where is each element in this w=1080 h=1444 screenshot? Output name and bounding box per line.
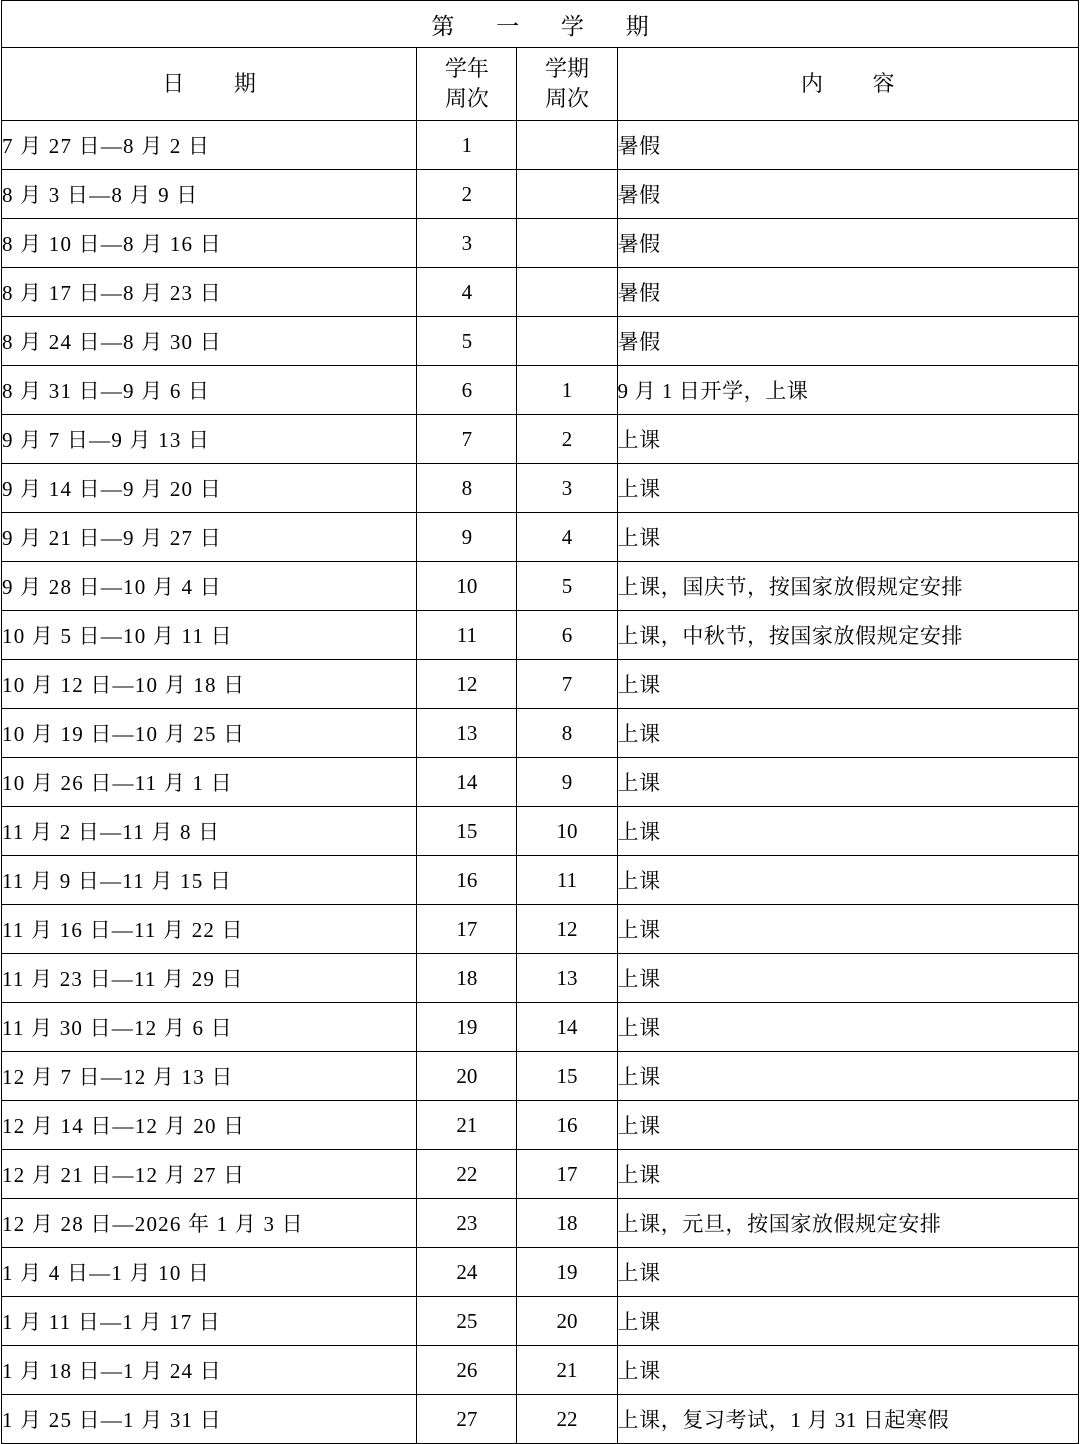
cell-date: 9 月 28 日—10 月 4 日	[2, 562, 417, 611]
table-row	[2, 1003, 1079, 1052]
cell-date: 8 月 3 日—8 月 9 日	[2, 170, 417, 219]
cell-year-week: 24	[417, 1248, 517, 1297]
cell-year-week: 13	[417, 709, 517, 758]
cell-content: 上课	[617, 954, 1078, 1003]
cell-date: 11 月 9 日—11 月 15 日	[2, 856, 417, 905]
cell-term-week	[517, 121, 617, 170]
table-row	[2, 1395, 1079, 1444]
table-row	[2, 268, 1079, 317]
cell-content: 上课	[617, 1346, 1078, 1395]
cell-year-week: 1	[417, 121, 517, 170]
cell-year-week: 18	[417, 954, 517, 1003]
cell-year-week: 16	[417, 856, 517, 905]
cell-year-week: 14	[417, 758, 517, 807]
column-header-term-week-line1: 学期	[544, 56, 589, 81]
academic-calendar-table	[1, 0, 1079, 1444]
table-title-row	[2, 1, 1079, 48]
cell-content: 上课	[617, 660, 1078, 709]
column-header-year-week	[417, 48, 517, 121]
table-row	[2, 954, 1079, 1003]
cell-date: 1 月 18 日—1 月 24 日	[2, 1346, 417, 1395]
cell-year-week: 12	[417, 660, 517, 709]
cell-year-week: 9	[417, 513, 517, 562]
table-row	[2, 513, 1079, 562]
cell-term-week: 8	[517, 709, 617, 758]
table-row	[2, 611, 1079, 660]
cell-term-week: 17	[517, 1150, 617, 1199]
column-header-date-label: 日 期	[162, 71, 278, 96]
cell-term-week: 6	[517, 611, 617, 660]
cell-content: 上课	[617, 709, 1078, 758]
cell-content: 上课	[617, 513, 1078, 562]
cell-date: 12 月 21 日—12 月 27 日	[2, 1150, 417, 1199]
cell-content: 上课	[617, 758, 1078, 807]
table-row	[2, 1150, 1079, 1199]
cell-date: 8 月 17 日—8 月 23 日	[2, 268, 417, 317]
cell-date: 7 月 27 日—8 月 2 日	[2, 121, 417, 170]
table-row	[2, 317, 1079, 366]
cell-date: 12 月 14 日—12 月 20 日	[2, 1101, 417, 1150]
cell-date: 1 月 11 日—1 月 17 日	[2, 1297, 417, 1346]
cell-content: 上课	[617, 1003, 1078, 1052]
cell-date: 10 月 19 日—10 月 25 日	[2, 709, 417, 758]
table-row	[2, 366, 1079, 415]
cell-term-week: 4	[517, 513, 617, 562]
cell-date: 12 月 7 日—12 月 13 日	[2, 1052, 417, 1101]
cell-term-week: 1	[517, 366, 617, 415]
cell-term-week: 3	[517, 464, 617, 513]
cell-term-week	[517, 317, 617, 366]
cell-term-week: 20	[517, 1297, 617, 1346]
cell-term-week	[517, 268, 617, 317]
table-row	[2, 1248, 1079, 1297]
cell-term-week: 15	[517, 1052, 617, 1101]
cell-content: 上课	[617, 464, 1078, 513]
cell-content: 上课	[617, 1297, 1078, 1346]
cell-year-week: 7	[417, 415, 517, 464]
cell-term-week: 13	[517, 954, 617, 1003]
cell-year-week: 17	[417, 905, 517, 954]
cell-term-week: 19	[517, 1248, 617, 1297]
cell-term-week: 18	[517, 1199, 617, 1248]
cell-year-week: 20	[417, 1052, 517, 1101]
cell-date: 11 月 2 日—11 月 8 日	[2, 807, 417, 856]
cell-content: 上课	[617, 415, 1078, 464]
cell-date: 8 月 24 日—8 月 30 日	[2, 317, 417, 366]
cell-term-week: 2	[517, 415, 617, 464]
cell-content: 上课	[617, 1101, 1078, 1150]
table-row	[2, 1199, 1079, 1248]
cell-term-week: 21	[517, 1346, 617, 1395]
cell-term-week: 10	[517, 807, 617, 856]
cell-content: 上课，国庆节，按国家放假规定安排	[617, 562, 1078, 611]
cell-date: 9 月 7 日—9 月 13 日	[2, 415, 417, 464]
table-body	[2, 121, 1079, 1444]
table-header	[2, 1, 1079, 121]
cell-date: 9 月 21 日—9 月 27 日	[2, 513, 417, 562]
cell-year-week: 10	[417, 562, 517, 611]
cell-content: 上课，元旦，按国家放假规定安排	[617, 1199, 1078, 1248]
cell-year-week: 4	[417, 268, 517, 317]
table-row	[2, 1297, 1079, 1346]
column-header-content	[617, 48, 1078, 121]
cell-date: 10 月 26 日—11 月 1 日	[2, 758, 417, 807]
column-header-row	[2, 48, 1079, 121]
cell-date: 8 月 31 日—9 月 6 日	[2, 366, 417, 415]
column-header-year-week-line2: 周次	[444, 86, 489, 111]
cell-year-week: 3	[417, 219, 517, 268]
table-row	[2, 758, 1079, 807]
table-row	[2, 1346, 1079, 1395]
cell-content: 上课，复习考试，1 月 31 日起寒假	[617, 1395, 1078, 1444]
cell-date: 10 月 5 日—10 月 11 日	[2, 611, 417, 660]
table-row	[2, 1052, 1079, 1101]
cell-date: 8 月 10 日—8 月 16 日	[2, 219, 417, 268]
cell-year-week: 26	[417, 1346, 517, 1395]
cell-term-week: 16	[517, 1101, 617, 1150]
cell-content: 上课，中秋节，按国家放假规定安排	[617, 611, 1078, 660]
cell-term-week: 22	[517, 1395, 617, 1444]
table-row	[2, 709, 1079, 758]
cell-date: 1 月 4 日—1 月 10 日	[2, 1248, 417, 1297]
cell-content: 9 月 1 日开学，上课	[617, 366, 1078, 415]
table-row	[2, 219, 1079, 268]
cell-year-week: 15	[417, 807, 517, 856]
cell-content: 暑假	[617, 219, 1078, 268]
cell-content: 上课	[617, 807, 1078, 856]
table-row	[2, 464, 1079, 513]
cell-date: 12 月 28 日—2026 年 1 月 3 日	[2, 1199, 417, 1248]
cell-year-week: 23	[417, 1199, 517, 1248]
cell-content: 暑假	[617, 170, 1078, 219]
cell-year-week: 19	[417, 1003, 517, 1052]
table-row	[2, 660, 1079, 709]
cell-year-week: 22	[417, 1150, 517, 1199]
cell-date: 11 月 30 日—12 月 6 日	[2, 1003, 417, 1052]
table-row	[2, 905, 1079, 954]
cell-content: 暑假	[617, 268, 1078, 317]
cell-term-week: 9	[517, 758, 617, 807]
cell-year-week: 11	[417, 611, 517, 660]
column-header-year-week-line1: 学年	[444, 56, 489, 81]
cell-year-week: 6	[417, 366, 517, 415]
table-row	[2, 121, 1079, 170]
cell-year-week: 25	[417, 1297, 517, 1346]
cell-date: 11 月 23 日—11 月 29 日	[2, 954, 417, 1003]
table-row	[2, 415, 1079, 464]
cell-year-week: 27	[417, 1395, 517, 1444]
column-header-date	[2, 48, 417, 121]
column-header-term-week-line2: 周次	[544, 86, 589, 111]
table-row	[2, 170, 1079, 219]
cell-year-week: 5	[417, 317, 517, 366]
cell-content: 上课	[617, 1248, 1078, 1297]
table-row	[2, 856, 1079, 905]
column-header-content-label: 内 容	[801, 71, 917, 96]
cell-term-week: 5	[517, 562, 617, 611]
cell-term-week: 14	[517, 1003, 617, 1052]
cell-date: 11 月 16 日—11 月 22 日	[2, 905, 417, 954]
cell-term-week	[517, 219, 617, 268]
table-row	[2, 807, 1079, 856]
cell-year-week: 2	[417, 170, 517, 219]
cell-content: 上课	[617, 905, 1078, 954]
cell-content: 暑假	[617, 317, 1078, 366]
cell-content: 上课	[617, 856, 1078, 905]
column-header-term-week	[517, 48, 617, 121]
cell-date: 1 月 25 日—1 月 31 日	[2, 1395, 417, 1444]
table-row	[2, 1101, 1079, 1150]
page-title: 第 一 学 期	[431, 13, 667, 39]
table-row	[2, 562, 1079, 611]
cell-term-week	[517, 170, 617, 219]
cell-date: 10 月 12 日—10 月 18 日	[2, 660, 417, 709]
cell-year-week: 8	[417, 464, 517, 513]
cell-term-week: 12	[517, 905, 617, 954]
table-title-cell	[2, 1, 1079, 48]
cell-date: 9 月 14 日—9 月 20 日	[2, 464, 417, 513]
cell-term-week: 7	[517, 660, 617, 709]
cell-term-week: 11	[517, 856, 617, 905]
cell-content: 暑假	[617, 121, 1078, 170]
cell-content: 上课	[617, 1052, 1078, 1101]
cell-content: 上课	[617, 1150, 1078, 1199]
cell-year-week: 21	[417, 1101, 517, 1150]
